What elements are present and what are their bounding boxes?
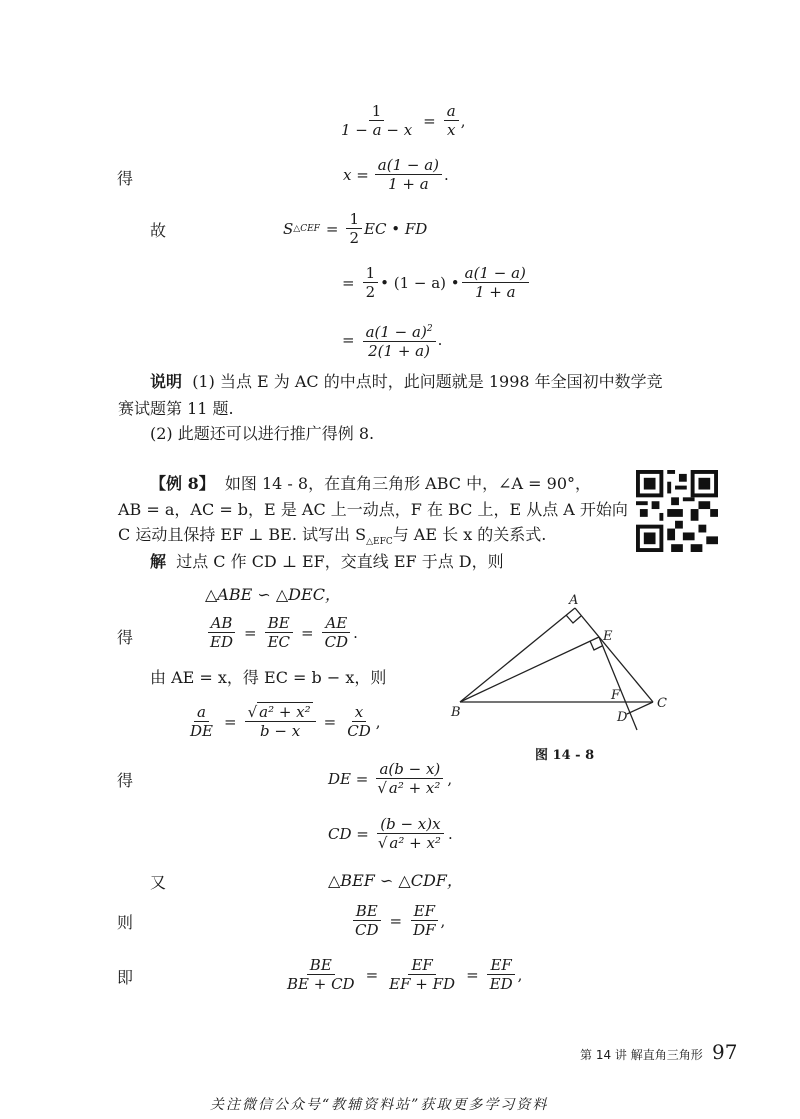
label-c: C [657,696,667,711]
label-b: B [451,705,461,720]
equation-ratio-2: $\frac{BE}{CD}$ = $\frac{EF}{DF}$ , [350,902,445,939]
equation-x: x = $\frac{a(1 - a)}{1 + a}$ . [343,156,449,193]
example-8-line3: C 运动且保持 EF ⊥ BE. 试写出 $S_{\triangle EFC}$与 AE 长 x 的关系式. [118,525,547,548]
label-de: 得 [117,169,134,188]
label-de-3: 得 [117,771,134,790]
label-f: F [611,688,621,703]
right-angle-a [566,615,581,623]
label-de-2: 得 [117,628,134,647]
label-ze: 则 [117,913,134,932]
segment-be [460,637,599,702]
example-8: 【例 8】 如图 14 - 8，在直角三角形 ABC 中，∠A = 90°， [150,474,592,493]
right-angle-e [590,641,602,650]
qr-code-icon[interactable] [636,470,718,552]
chapter-title: 第 14 讲 解直角三角形 [580,1048,703,1062]
note-cont: 赛试题第 11 题. [118,399,234,418]
equation-area: S △CEF = $\frac{1}{2}$ EC • FD [283,210,428,247]
equation-sqrt: $\frac{a}{DE}$ = $\frac{\text{√ a² + x²}}{b - x}$ = $\frac{x}{CD}$ , [190,703,381,740]
label-gu: 故 [150,221,167,240]
equation-cd: CD = $\frac{(b - x)x}{\text{√ a² + x²}}$ . [328,815,453,852]
label-you: 又 [150,873,167,892]
watermark: 关注微信公众号“教辅资料站”获取更多学习资料 [210,1097,549,1113]
equation-ratio-3: $\frac{BE}{BE + CD}$ = $\frac{EF}{EF + FD}$ = $\frac{EF}{ED}$ , [287,956,523,993]
segment-cd [627,702,653,714]
given-ae: 由 AE = x，得 EC = b − x，则 [150,668,387,687]
triangle-figure [445,590,685,740]
equation-de: DE = $\frac{a(b - x)}{\text{√ a² + x²}}$ , [328,760,453,797]
figure-caption: 图 14 - 8 [535,748,595,763]
note: 说明 (1) 当点 E 为 AC 的中点时，此问题就是 1998 年全国初中数学竞 [150,372,663,391]
equation-ratio: $\frac{AB}{ED}$ = $\frac{BE}{EC}$ = $\frac{AE}{CD}$ . [205,614,358,651]
label-a: A [569,593,579,608]
page-number: 97 [712,1040,738,1064]
label-e: E [603,629,613,644]
example-8-line2: AB = a，AC = b，E 是 AC 上一动点，F 在 BC 上，E 从点 A 开始向 [118,500,628,519]
label-ji: 即 [117,968,134,987]
label-d: D [617,710,628,725]
segment-ab [460,608,575,702]
solution: 解 过点 C 作 CD ⊥ EF，交直线 EF 于点 D，则 [150,552,504,571]
note-p2: (2) 此题还可以进行推广得例 8. [150,424,375,443]
equation-area-step2: = $\frac{1}{2}$ • (1 − a) • $\frac{a(1 - a)}{1 + a}$ [336,264,531,301]
equation-fraction: $\frac{1}{1 - a - x}$ = $\frac{a}{x}$ , [341,102,466,139]
equation-area-step3: = $\frac{a(1 - a)^2}{2(1 + a)}$ . [336,320,442,360]
similar-2: △BEF ∽ △CDF， [328,871,463,890]
similar-1: △ABE ∽ △DEC， [205,585,341,604]
